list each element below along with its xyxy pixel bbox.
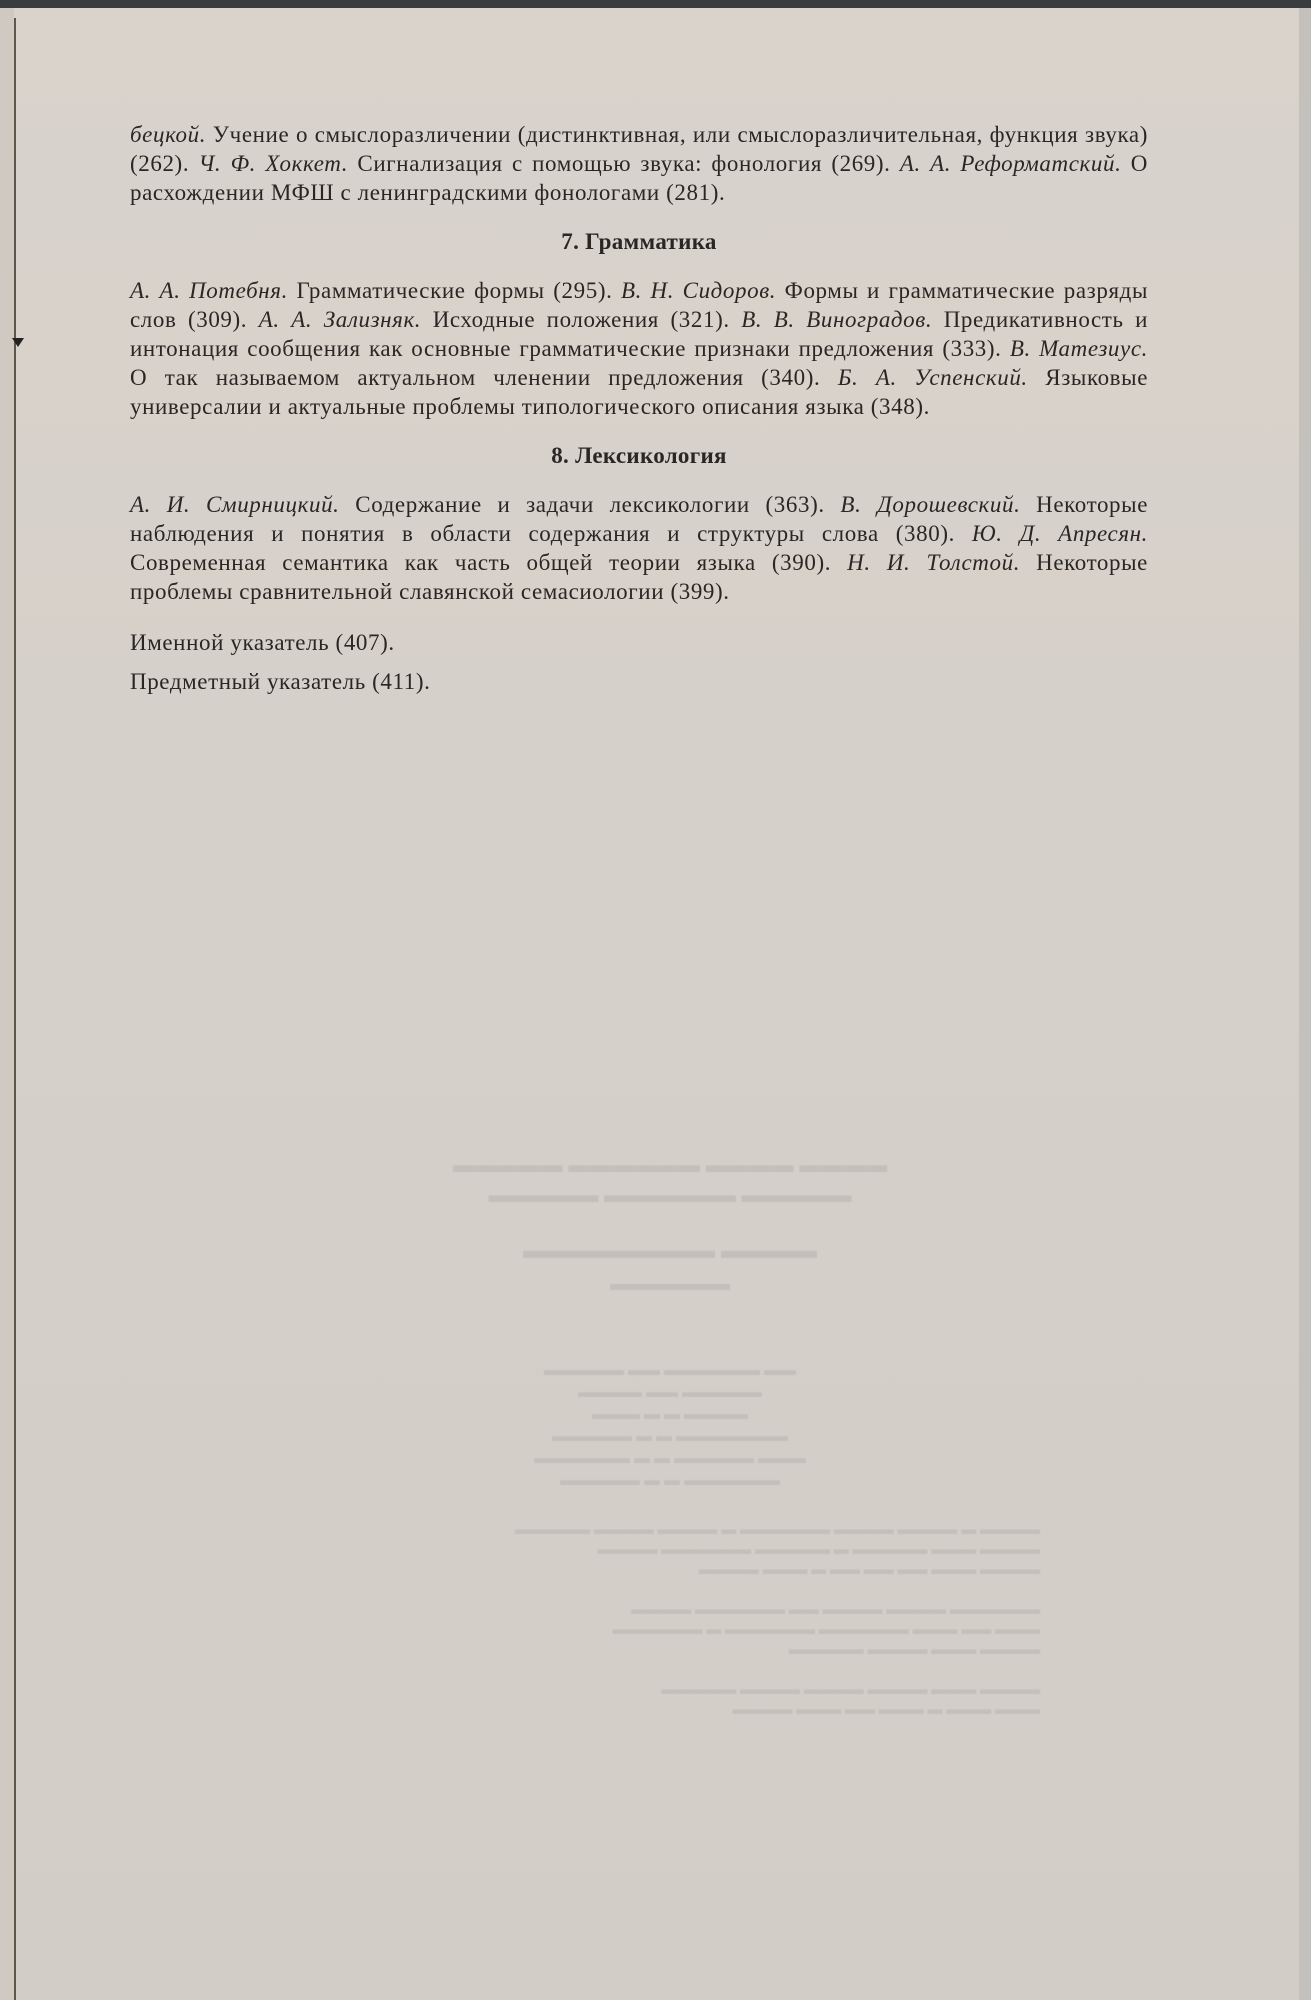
author-name: В. Матезиус. bbox=[1009, 336, 1148, 361]
author-name: Б. А. Успенский. bbox=[837, 365, 1028, 390]
page-edge-right bbox=[1299, 8, 1311, 2000]
author-name: В. Дорошевский. bbox=[840, 492, 1021, 517]
toc-continuation-paragraph bbox=[130, 120, 1148, 207]
gutter-shade bbox=[0, 8, 14, 2000]
binding-notch-icon bbox=[12, 338, 24, 347]
author-name: Ю. Д. Апресян. bbox=[971, 521, 1148, 546]
entry-text: О расхождении МФШ с ленинградскими фонологами (281). bbox=[130, 151, 1148, 205]
author-name: В. В. Виноградов. bbox=[741, 307, 933, 332]
entry-text: Сигнализация с помощью звука: фонология (269). bbox=[348, 151, 900, 176]
author-name: А. А. Зализняк. bbox=[258, 307, 422, 332]
bleed-through-title: ▬▬▬▬ ▬▬▬▬▬▬▬▬ ▬▬▬▬▬▬ bbox=[523, 1238, 817, 1295]
entry-text: Формы и грамматические разряды слов (309). bbox=[130, 278, 1148, 332]
entry-text: О так называемом актуальном членении предложения (340). bbox=[130, 365, 838, 390]
index-entry-subjects: Предметный указатель (411). bbox=[130, 669, 431, 694]
entry-text: Исходные положения (321). bbox=[421, 307, 742, 332]
toc-section-lexicology bbox=[130, 441, 1148, 606]
bleed-through-credits: ▬▬ ▬▬▬▬▬▬ ▬▬ ▬▬▬▬▬ ▬▬▬▬▬ ▬▬ ▬▬▬▬ ▬▬▬▬ ▬ ▬ ▬▬▬ ▬▬▬▬▬▬▬ ▬ ▬ ▬▬▬▬▬ ▬▬▬ ▬▬▬▬▬ ▬ ▬ ▬▬▬▬▬▬ ▬▬▬▬▬▬ ▬ ▬ ▬▬▬▬▬ bbox=[534, 1362, 806, 1489]
section-heading: 8. Лексикология bbox=[551, 443, 727, 468]
entry-text: Современная семантика как часть общей теории языка (390). bbox=[130, 550, 848, 575]
entry-text: Языковые универсалии и актуальные проблемы типологического описания языка (348). bbox=[130, 365, 1149, 419]
section-heading: 7. Грамматика bbox=[561, 229, 717, 254]
toc-section-paragraph bbox=[130, 490, 1148, 606]
entry-text: Некоторые наблюдения и понятия в области содержания и структуры слова (380). bbox=[130, 492, 1148, 546]
entry-text: Содержание и задачи лексикологии (363). bbox=[339, 492, 841, 517]
author-name: В. Н. Сидоров. bbox=[620, 278, 777, 303]
author-name: Н. И. Толстой. bbox=[847, 550, 1021, 575]
author-name: А. А. Потебня. bbox=[130, 278, 288, 303]
author-name: А. И. Смирницкий. bbox=[130, 492, 340, 517]
entry-text: Грамматические формы (295). bbox=[287, 278, 621, 303]
bleed-through-text: ▬▬▬▬ ▬▬▬▬ ▬▬▬▬▬▬ ▬▬▬▬▬ ▬▬▬▬▬ ▬▬▬▬▬▬ ▬▬▬▬▬ bbox=[452, 1152, 888, 1207]
toc-section-paragraph bbox=[130, 276, 1148, 421]
index-entry-names: Именной указатель (407). bbox=[130, 630, 395, 655]
entry-text: Учение о смыслоразличении (дистинктивная, или смыслоразличительная, функция звука) (262). bbox=[130, 122, 1148, 176]
author-name: Ч. Ф. Хоккет. bbox=[198, 151, 349, 176]
index-list bbox=[130, 628, 1148, 696]
table-of-contents bbox=[130, 120, 1148, 696]
entry-text: Предикативность и интонация сообщения как основные грамматические признаки предложения (333). bbox=[130, 307, 1148, 361]
author-name: бецкой. bbox=[130, 122, 207, 147]
entry-text: Некоторые проблемы сравнительной славянской семасиологии (399). bbox=[130, 550, 1148, 604]
author-name: А. А. Реформатский. bbox=[899, 151, 1122, 176]
binding-edge bbox=[14, 18, 16, 2000]
bleed-through-imprint: ▬▬▬▬ ▬ ▬▬▬▬ ▬▬▬▬ ▬▬▬▬▬▬ ▬ ▬▬▬▬ ▬▬▬▬ ▬▬▬▬▬ ▬▬▬▬ ▬▬▬ ▬▬▬▬▬ ▬ ▬▬▬▬▬ ▬▬▬▬▬▬ ▬▬▬▬ ▬▬▬▬ ▬▬▬ ▬▬ ▬▬ ▬▬ ▬ ▬▬▬ ▬▬▬▬ ▬▬▬▬▬▬ ▬▬▬▬ ▬▬▬▬ ▬▬ ▬▬▬▬▬▬ ▬▬▬▬ ▬▬▬ ▬▬ ▬▬▬ ▬▬▬▬▬▬ ▬▬▬▬▬▬ ▬ ▬▬▬▬▬▬ ▬▬▬▬ ▬▬▬ ▬▬▬▬ ▬▬▬▬▬ ▬▬▬▬ ▬▬▬ ▬▬▬▬ ▬▬▬▬ ▬▬▬▬ ▬▬▬▬▬ ▬▬▬ ▬▬▬ ▬ ▬▬▬ ▬▬ ▬▬▬ ▬▬▬▬ bbox=[515, 1522, 1040, 1718]
toc-section-grammar bbox=[130, 227, 1148, 421]
